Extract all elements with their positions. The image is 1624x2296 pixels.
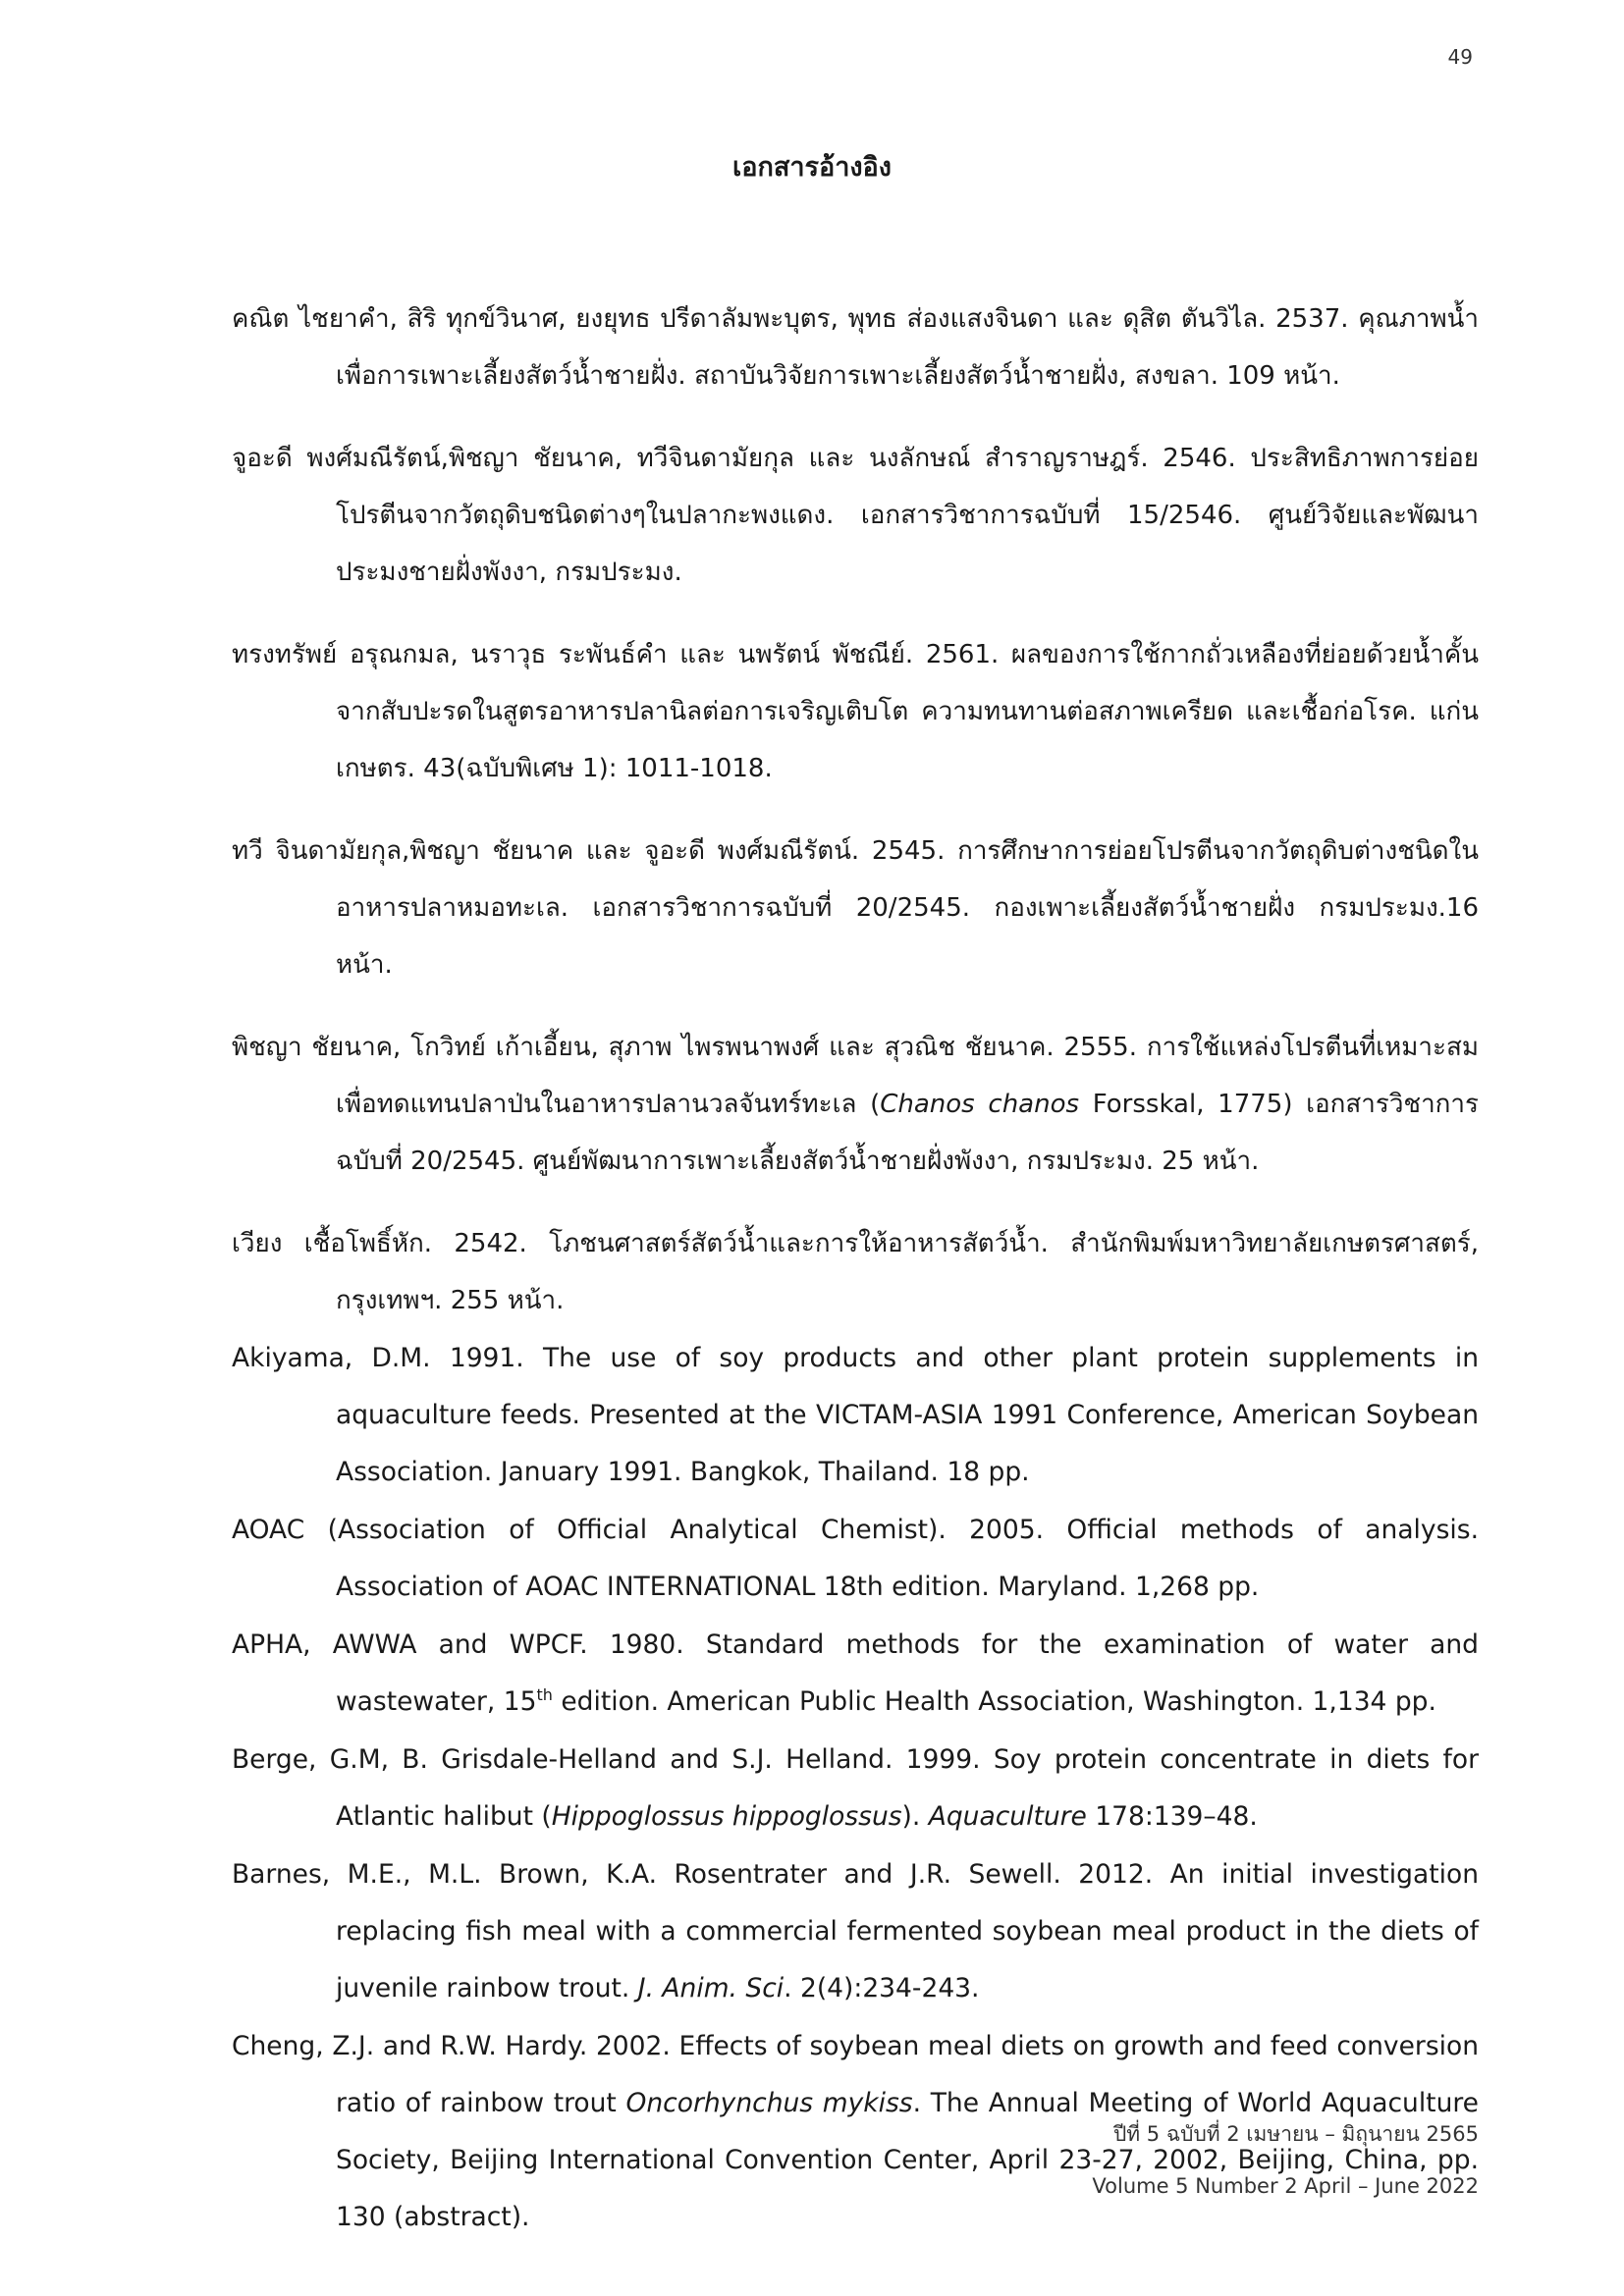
reference-text: edition. American Public Health Association, Washington. 1,134 pp. [552, 1686, 1436, 1717]
reference-text: Akiyama, D.M. 1991. The use of soy products and other plant protein supplements in aquaculture feeds. Presented at the VICTAM-ASIA 1991 Conference, American Soybean Association. January 1991. Bangkok, Thailand. 18 pp. [232, 1343, 1479, 1487]
reference-item [232, 1019, 1479, 1190]
reference-text: Berge, G.M, B. Grisdale-Helland and S.J. Helland. 1999. Soy protein concentrate in diets for Atlantic halibut ( [232, 1744, 1479, 1832]
reference-item [232, 1215, 1479, 1329]
reference-italic-text: J. Anim. Sci [637, 1973, 785, 2003]
reference-text: เวียง เชื้อโพธิ์หัก. 2542. โภชนศาสตร์สัตว์น้ำและการให้อาหารสัตว์น้ำ. สำนักพิมพ์มหาวิทยาลัยเกษตรศาสตร์, กรุงเทพฯ. 255 หน้า. [232, 1229, 1479, 1315]
reference-text: คณิต ไชยาคำ, สิริ ทุกข์วินาศ, ยงยุทธ ปรีดาลัมพะบุตร, พุทธ ส่องแสงจินดา และ ดุสิต ตันวิไล. 2537. คุณภาพน้ำเพื่อการเพาะเลี้ยงสัตว์น้ำชายฝั่ง. สถาบันวิจัยการเพาะเลี้ยงสัตว์น้ำชายฝั่ง, สงขลา. 109 หน้า. [232, 304, 1479, 391]
reference-text: APHA, AWWA and WPCF. 1980. Standard methods for the examination of water and wastewater, 15 [232, 1629, 1479, 1717]
reference-text: AOAC (Association of Official Analytical Chemist). 2005. Official methods of analysis. Association of AOAC INTERNATIONAL 18th edition. Maryland. 1,268 pp. [232, 1515, 1479, 1602]
reference-item [232, 1330, 1479, 1501]
reference-item [232, 1846, 1479, 2017]
reference-item [232, 1502, 1479, 1616]
footer-english: Volume 5 Number 2 April – June 2022 [1092, 2174, 1479, 2198]
reference-text: Barnes, M.E., M.L. Brown, K.A. Rosentrater and J.R. Sewell. 2012. An initial investigation replacing fish meal with a commercial fermented soybean meal product in the diets of juvenile rainbow trout. [232, 1859, 1479, 2003]
reference-text: . 2(4):234-243. [784, 1973, 980, 2003]
reference-item [232, 430, 1479, 601]
reference-text: Cheng, Z.J. and R.W. Hardy. 2002. Effects of soybean meal diets on growth and feed conversion ratio of rainbow trout [232, 2031, 1479, 2118]
reference-item [232, 1732, 1479, 1845]
footer-thai: ปีที่ 5 ฉบับที่ 2 เมษายน – มิถุนายน 2565 [1112, 2122, 1479, 2146]
page-number: 49 [1447, 45, 1473, 69]
reference-text: . The Annual Meeting of World Aquaculture Society, Beijing International Convention Center, April 23-27, 2002, Beijing, China, pp. 130 (abstract). [336, 2088, 1479, 2232]
reference-text: 178:139–48. [1086, 1801, 1258, 1832]
reference-text: จูอะดี พงศ์มณีรัตน์,พิชญา ชัยนาค, ทวีจินดามัยกุล และ นงลักษณ์ สำราญราษฎร์. 2546. ประสิทธิภาพการย่อยโปรตีนจากวัตถุดิบชนิดต่างๆในปลากะพงแดง. เอกสารวิชาการฉบับที่ 15/2546. ศูนย์วิจัยและพัฒนาประมงชายฝั่งพังงา, กรมประมง. [232, 444, 1479, 587]
reference-text: ทวี จินดามัยกุล,พิชญา ชัยนาค และ จูอะดี พงศ์มณีรัตน์. 2545. การศึกษาการย่อยโปรตีนจากวัตถุดิบต่างชนิดในอาหารปลาหมอทะเล. เอกสารวิชาการฉบับที่ 20/2545. กองเพาะเลี้ยงสัตว์น้ำชายฝั่ง กรมประมง.16 หน้า. [232, 836, 1479, 980]
reference-text: Forsskal, 1775) เอกสารวิชาการฉบับที่ 20/2545. ศูนย์พัฒนาการเพาะเลี้ยงสัตว์น้ำชายฝั่งพังงา, กรมประมง. 25 หน้า. [336, 1090, 1479, 1176]
reference-item [232, 291, 1479, 404]
reference-text: พิชญา ชัยนาค, โกวิทย์ เก้าเอี้ยน, สุภาพ ไพรพนาพงศ์ และ สุวณิช ชัยนาค. 2555. การใช้แหล่งโปรตีนที่เหมาะสมเพื่อทดแทนปลาป่นในอาหารปลานวลจันทร์ทะเล ( [232, 1033, 1479, 1119]
reference-list [232, 265, 1479, 2246]
reference-item [232, 823, 1479, 993]
page-title: เอกสารอ้างอิง [732, 152, 892, 183]
reference-text: ). [901, 1801, 929, 1832]
reference-italic-text: Aquaculture [928, 1801, 1087, 1832]
reference-italic-text: Hippoglossus hippoglossus [551, 1801, 902, 1832]
reference-text: ทรงทรัพย์ อรุณกมล, นราวุธ ระพันธ์คำ และ นพรัตน์ พัชณีย์. 2561. ผลของการใช้กากถั่วเหลืองที่ย่อยด้วยน้ำคั้นจากสับปะรดในสูตรอาหารปลานิลต่อการเจริญเติบโต ความทนทานต่อสภาพเครียด และเชื้อก่อโรค. แก่นเกษตร. 43(ฉบับพิเศษ 1): 1011-1018. [232, 640, 1479, 783]
reference-italic-text: Chanos chanos [880, 1090, 1080, 1119]
reference-item [232, 1617, 1479, 1731]
reference-italic-text: Oncorhynchus mykiss [625, 2088, 913, 2118]
reference-superscript: th [536, 1685, 553, 1705]
reference-item [232, 626, 1479, 797]
